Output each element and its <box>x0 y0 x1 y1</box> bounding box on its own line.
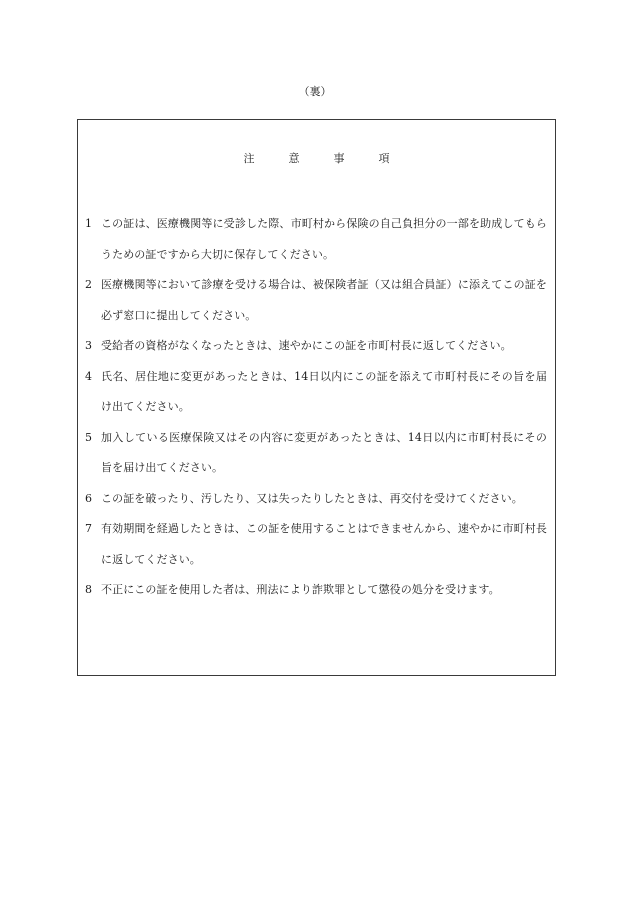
notice-item <box>78 423 555 484</box>
notice-item-number: 5 <box>85 430 92 444</box>
notice-item <box>78 362 555 423</box>
notice-item-text: 有効期間を経過したときは、この証を使用することはできませんから、速やかに市町村長に返してください。 <box>101 522 547 566</box>
notice-item-text: 氏名、居住地に変更があったときは、14日以内にこの証を添えて市町村長にその旨を届け出てください。 <box>101 369 547 413</box>
notice-item <box>78 484 555 515</box>
notice-item-number: 3 <box>85 339 92 352</box>
notice-title <box>78 151 555 167</box>
notice-item-text: 受給者の資格がなくなったときは、速やかにこの証を市町村長に返してください。 <box>101 339 512 352</box>
notice-item-text: この証を破ったり、汚したり、又は失ったりしたときは、再交付を受けてください。 <box>101 491 523 505</box>
notice-item-number: 6 <box>85 491 92 505</box>
notice-box <box>77 119 556 676</box>
notice-title-char: 事 <box>333 152 345 165</box>
notice-item <box>78 514 555 575</box>
notice-item-number: 8 <box>85 583 92 596</box>
notice-item-list <box>78 209 555 606</box>
notice-item-number: 7 <box>85 522 92 535</box>
notice-item-text: 不正にこの証を使用した者は、刑法により詐欺罪として懲役の処分を受けます。 <box>101 583 500 596</box>
notice-item-number: 4 <box>85 369 92 383</box>
notice-title-char: 注 <box>243 152 255 165</box>
notice-item-number: 1 <box>85 217 92 230</box>
notice-title-char: 意 <box>288 152 300 165</box>
notice-item-text: この証は、医療機関等に受診した際、市町村から保険の自己負担分の一部を助成してもらうための証ですから大切に保存してください。 <box>101 217 547 261</box>
notice-item-text: 医療機関等において診療を受ける場合は、被保険者証（又は組合員証）に添えてこの証を必ず窓口に提出してください。 <box>101 278 547 322</box>
notice-item <box>78 575 555 606</box>
notice-item-text: 加入している医療保険又はその内容に変更があったときは、14日以内に市町村長にその旨を届け出てください。 <box>101 430 547 474</box>
notice-item <box>78 209 555 270</box>
notice-item <box>78 331 555 362</box>
page-heading: （裏） <box>298 85 332 98</box>
notice-item-number: 2 <box>85 278 92 291</box>
notice-item <box>78 270 555 331</box>
notice-title-char: 項 <box>378 152 390 165</box>
